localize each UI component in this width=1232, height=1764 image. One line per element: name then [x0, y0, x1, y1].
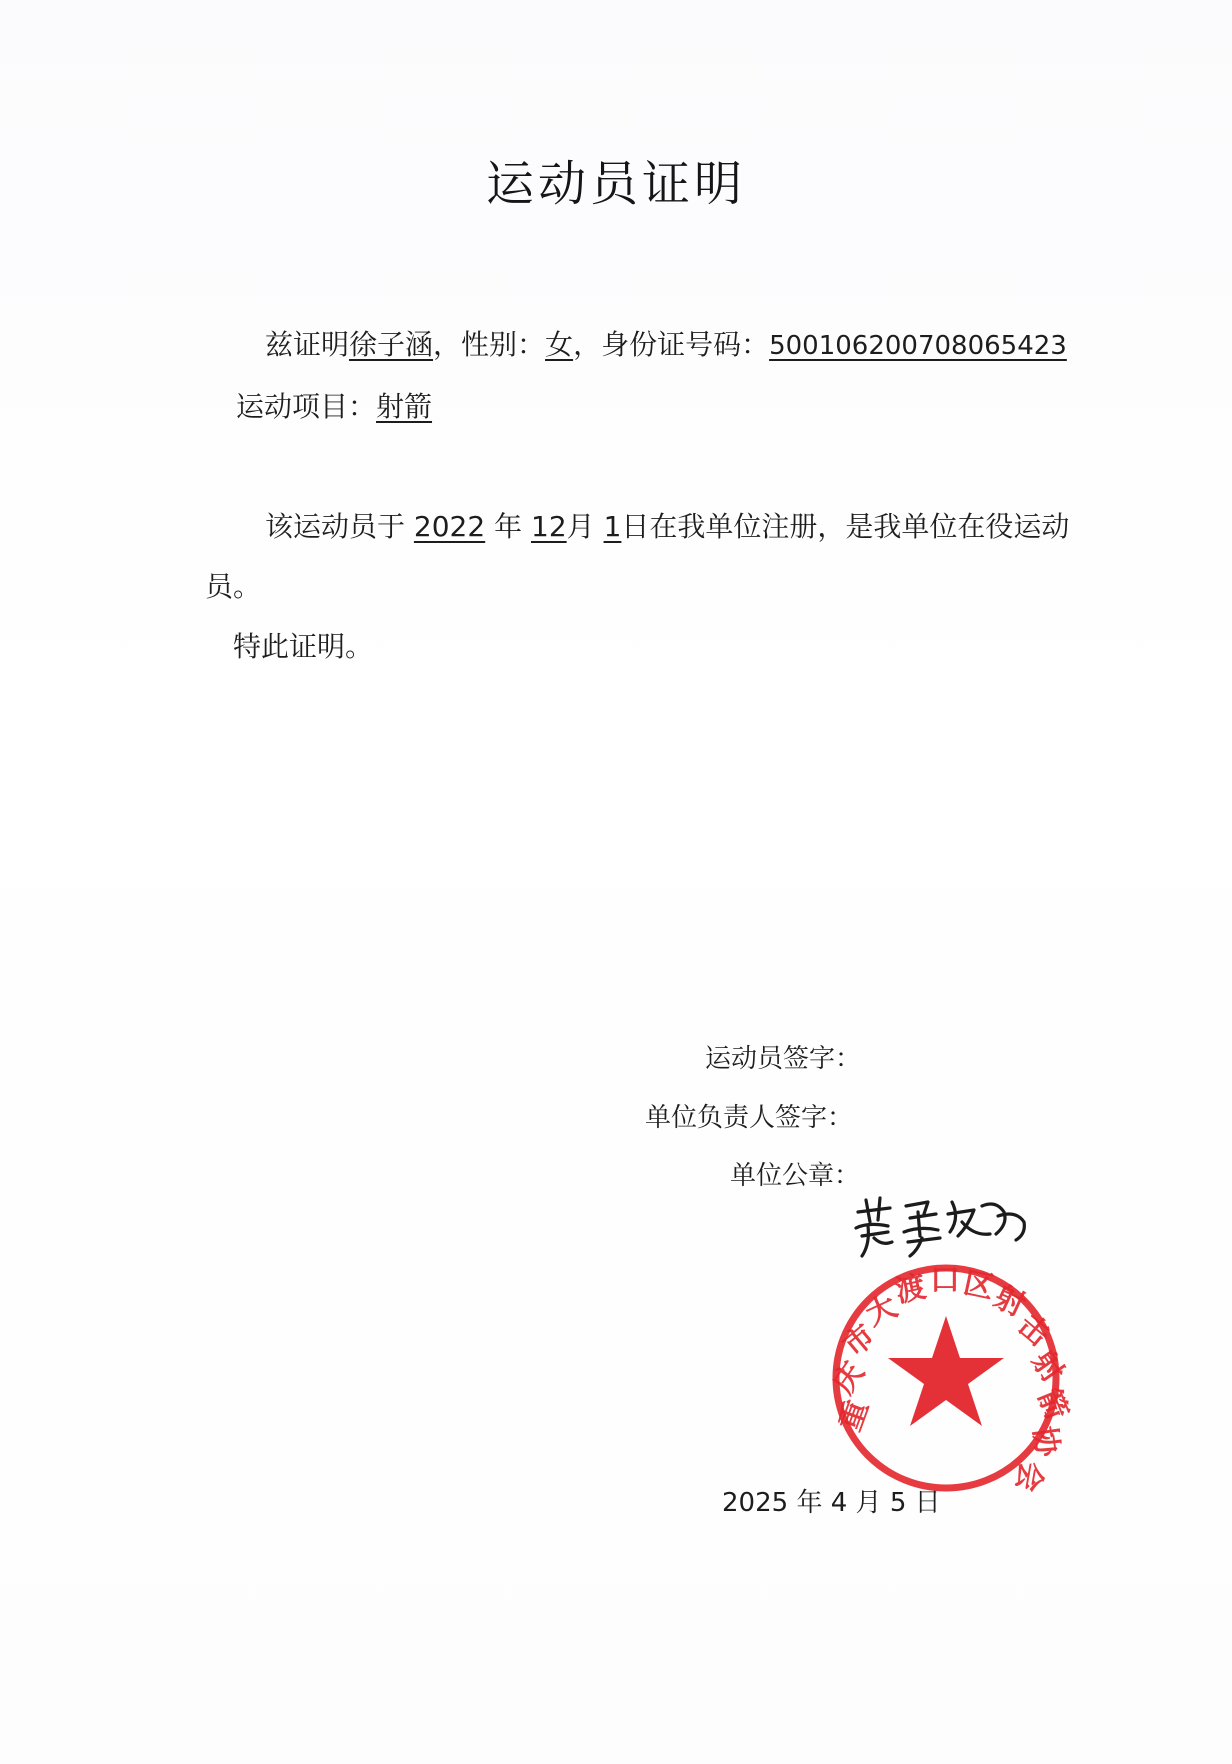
svg-text:射: 射 [988, 1279, 1031, 1324]
date-day: 5 [889, 1488, 907, 1518]
identity-line [265, 323, 1067, 363]
athlete-signature-label: 运动员签字： [705, 1044, 862, 1074]
svg-text:射: 射 [1024, 1344, 1071, 1390]
svg-text:会: 会 [1008, 1458, 1049, 1495]
registration-year: 2022 [413, 510, 486, 543]
document-title: 运动员证明 [485, 156, 746, 212]
registration-year-unit: 年 [494, 510, 523, 543]
seal-label: 单位公章： [730, 1161, 861, 1191]
svg-text:口: 口 [930, 1263, 960, 1298]
sport-label: 运动项目： [236, 390, 377, 423]
registration-day: 1 [603, 510, 622, 543]
svg-text:市: 市 [836, 1318, 883, 1365]
date-day-unit: 日 [914, 1488, 941, 1518]
sport-line [236, 385, 432, 425]
registration-line [265, 505, 1069, 545]
closing-text: 特此证明。 [233, 630, 374, 663]
handwritten-signature [848, 1192, 1038, 1262]
registration-month: 12 [531, 510, 567, 543]
svg-text:庆: 庆 [825, 1355, 872, 1401]
registration-continued: 员。 [205, 570, 262, 603]
svg-text:区: 区 [960, 1265, 997, 1307]
athlete-name: 徐子涵 [349, 328, 434, 361]
svg-text:击: 击 [1010, 1307, 1057, 1354]
svg-text:渡: 渡 [892, 1269, 930, 1310]
date-year-unit: 年 [796, 1488, 823, 1518]
registration-month-unit: 月 [566, 510, 595, 543]
date-month-unit: 月 [855, 1488, 882, 1518]
seal-star-icon [888, 1316, 1004, 1426]
id-number: 500106200708065423 [769, 331, 1067, 361]
registration-lead: 该运动员于 [265, 510, 406, 543]
registration-day-text: 日在我单位注册，是我单位在役运动 [621, 510, 1070, 543]
sport-value: 射箭 [376, 390, 433, 423]
gender-label: ，性别： [433, 328, 546, 361]
id-label: ，身份证号码： [573, 328, 770, 361]
leader-signature-label: 单位负责人签字： [645, 1103, 854, 1133]
official-seal [825, 1258, 1075, 1498]
svg-text:箭: 箭 [1030, 1383, 1075, 1425]
identity-lead: 兹证明 [265, 328, 350, 361]
document-date [722, 1482, 941, 1519]
date-year: 2025 [722, 1488, 789, 1518]
svg-text:重: 重 [832, 1395, 876, 1436]
svg-text:大: 大 [860, 1288, 903, 1334]
svg-text:协: 协 [1026, 1424, 1065, 1459]
date-month: 4 [830, 1488, 848, 1518]
athlete-gender: 女 [545, 328, 574, 361]
